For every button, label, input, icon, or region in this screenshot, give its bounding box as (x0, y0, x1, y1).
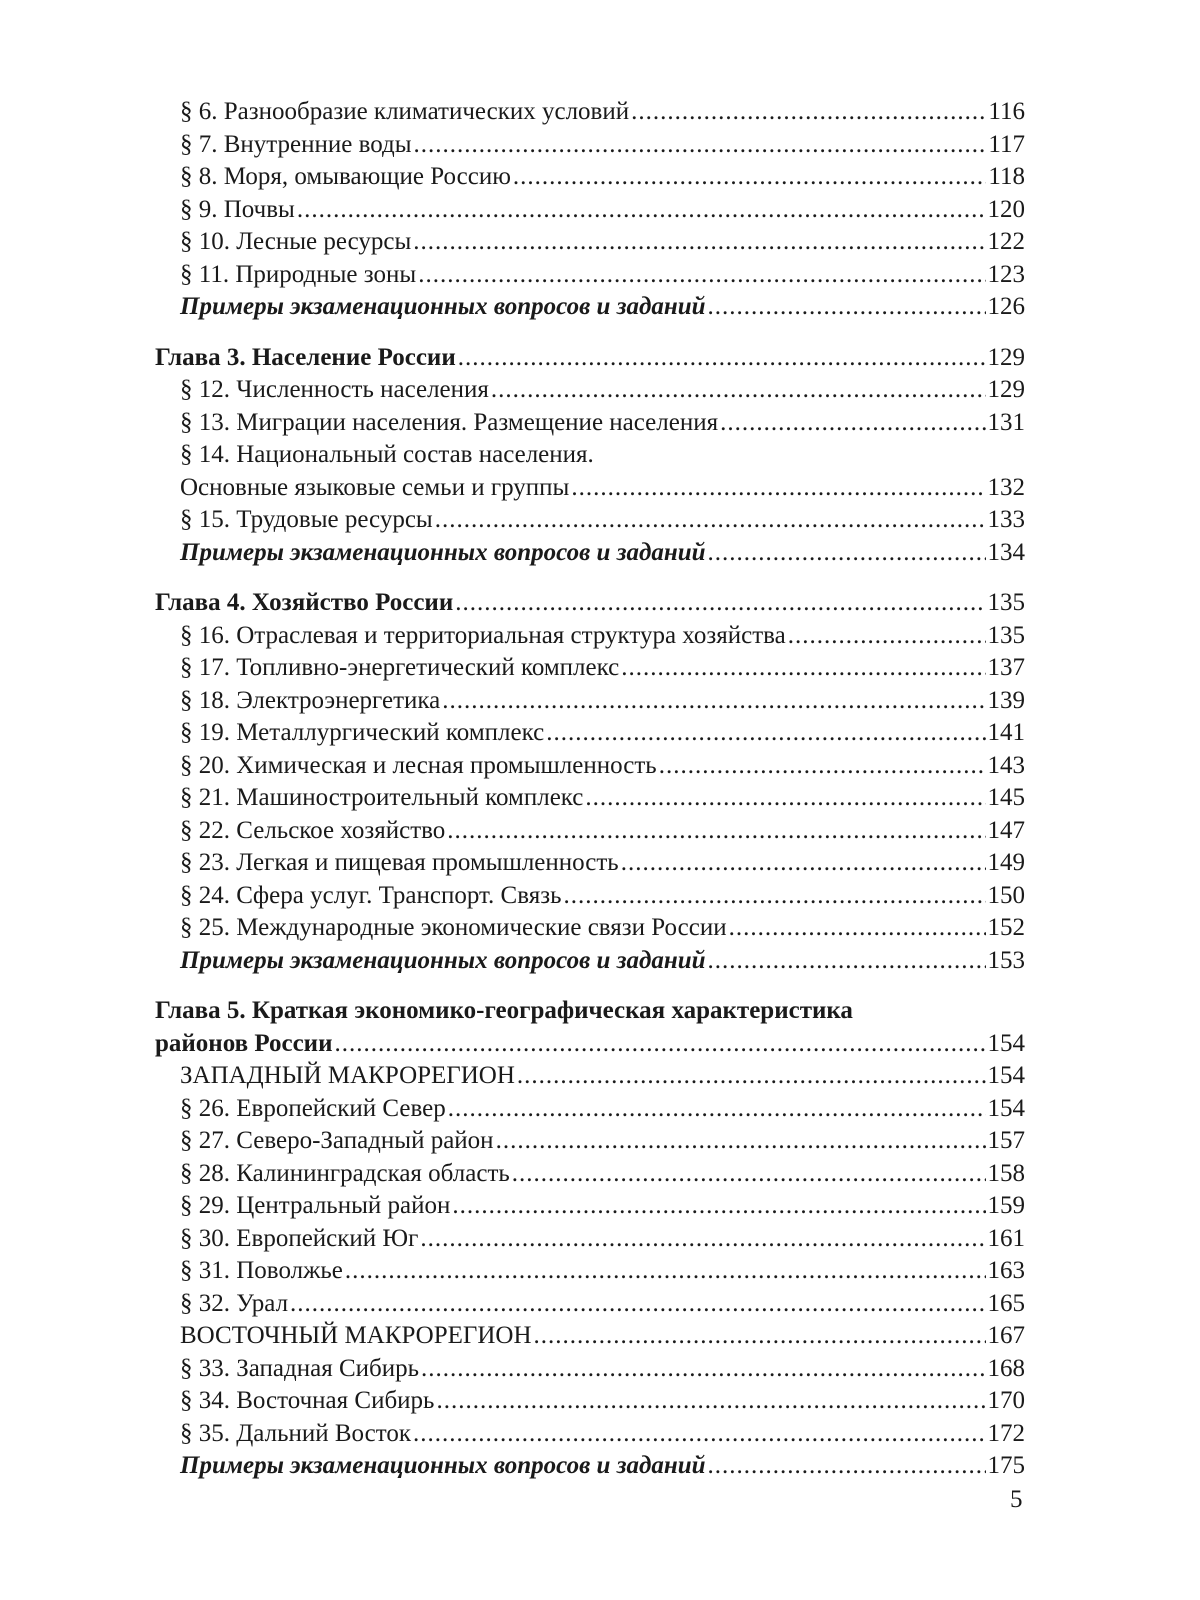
toc-entry-title: § 24. Сфера услуг. Транспорт. Связь (180, 881, 562, 909)
toc-entry (155, 259, 1025, 292)
dot-leader (413, 226, 985, 259)
toc-entry-page: 134 (987, 538, 1025, 566)
toc-entry (155, 1288, 1025, 1321)
toc-entry-title: Примеры экзаменационных вопросов и заданий (180, 538, 706, 566)
dot-leader (512, 1158, 986, 1191)
toc-entry-title: § 32. Урал (180, 1289, 289, 1317)
dot-leader (413, 1418, 985, 1451)
dot-leader (447, 815, 985, 848)
dot-leader (659, 750, 986, 783)
toc-entry (155, 912, 1025, 945)
toc-entry-title: § 12. Численность населения (180, 376, 489, 403)
toc-entry-title: § 9. Почвы (180, 195, 295, 223)
toc-entry-title: § 33. Западная Сибирь (180, 1354, 420, 1382)
toc-entry-title: § 30. Европейский Юг (180, 1224, 419, 1252)
toc-entry (155, 782, 1025, 815)
toc-entry-page: 152 (987, 914, 1025, 941)
toc-entry-page: 158 (987, 1159, 1025, 1187)
toc-entry-title: § 7. Внутренние воды (180, 130, 412, 158)
toc-entry (155, 1060, 1025, 1093)
dot-leader (421, 1353, 985, 1386)
toc-entry-page: 163 (987, 1257, 1025, 1284)
toc-entry-title: ЗАПАДНЫЙ МАКРОРЕГИОН (180, 1062, 515, 1089)
toc-entry-page: 159 (987, 1192, 1025, 1219)
toc-entry-page: 167 (987, 1322, 1025, 1349)
section-gap (155, 977, 1025, 995)
toc-entry-page: 145 (987, 784, 1025, 811)
toc-entry-page: 133 (987, 506, 1025, 533)
toc-entry-page: 120 (987, 195, 1025, 223)
dot-leader (414, 129, 987, 162)
toc-entry-title: § 8. Моря, омывающие Россию (180, 163, 511, 190)
toc-entry (155, 1255, 1025, 1288)
toc-entry-page: 129 (987, 376, 1025, 403)
toc-entry (155, 537, 1025, 570)
dot-leader (563, 880, 985, 913)
toc-entry (155, 374, 1025, 407)
toc-entry-title: районов России (155, 1029, 333, 1057)
toc-entry (155, 1028, 1025, 1061)
toc-entry-page: 168 (987, 1354, 1025, 1382)
toc-entry (155, 291, 1025, 324)
dot-leader (448, 1093, 986, 1126)
toc-entry-page: 157 (987, 1127, 1025, 1154)
toc-entry-title: § 18. Электроэнергетика (180, 686, 441, 714)
toc-entry (155, 1320, 1025, 1353)
toc-entry (155, 439, 1025, 472)
toc-entry-page: 116 (988, 98, 1025, 125)
dot-leader (442, 685, 985, 718)
toc-entry-title: § 22. Сельское хозяйство (180, 816, 446, 844)
dot-leader (621, 847, 986, 880)
dot-leader (513, 161, 987, 194)
toc-entry-title: § 19. Металлургический комплекс (180, 719, 545, 746)
toc-entry-page: 147 (987, 816, 1025, 844)
toc-entry (155, 226, 1025, 259)
toc-entry (155, 1418, 1025, 1451)
dot-leader (708, 945, 986, 978)
toc-entry (155, 945, 1025, 978)
toc-entry (155, 1385, 1025, 1418)
toc-entry-title: § 13. Миграции населения. Размещение населения (180, 408, 719, 436)
dot-leader (345, 1255, 986, 1288)
toc-entry-title: Примеры экзаменационных вопросов и заданий (180, 293, 706, 320)
toc-entry-page: 143 (987, 751, 1025, 779)
toc-entry (155, 1093, 1025, 1126)
toc-entry (155, 1158, 1025, 1191)
table-of-contents (155, 96, 1025, 1483)
dot-leader (458, 342, 986, 375)
toc-entry (155, 1125, 1025, 1158)
toc-entry-title: § 35. Дальний Восток (180, 1419, 412, 1447)
toc-entry (155, 1223, 1025, 1256)
toc-entry (155, 995, 1025, 1028)
toc-entry-page: 165 (987, 1289, 1025, 1317)
dot-leader (708, 537, 986, 570)
toc-entry (155, 750, 1025, 783)
dot-leader (729, 912, 986, 945)
dot-leader (631, 96, 986, 129)
toc-entry (155, 1450, 1025, 1483)
dot-leader (335, 1028, 986, 1061)
toc-entry-title: § 28. Калининградская область (180, 1159, 510, 1187)
toc-entry (155, 717, 1025, 750)
dot-leader (534, 1320, 986, 1353)
toc-entry (155, 880, 1025, 913)
toc-entry-title: § 14. Национальный состав населения. (180, 441, 594, 468)
section-gap (155, 324, 1025, 342)
toc-entry (155, 342, 1025, 375)
toc-entry (155, 129, 1025, 162)
dot-leader (720, 407, 985, 440)
toc-entry-page: 135 (987, 589, 1025, 616)
toc-entry (155, 96, 1025, 129)
toc-entry-title: Основные языковые семьи и группы (180, 473, 570, 501)
toc-entry-title: § 34. Восточная Сибирь (180, 1387, 435, 1414)
toc-entry-title: § 27. Северо-Западный район (180, 1127, 494, 1154)
toc-entry (155, 847, 1025, 880)
toc-entry-page: 122 (987, 228, 1025, 255)
dot-leader (621, 652, 985, 685)
toc-entry-title: § 31. Поволжье (180, 1257, 343, 1284)
page-number: 5 (1010, 1486, 1023, 1513)
toc-entry (155, 815, 1025, 848)
toc-entry-page: 123 (987, 260, 1025, 288)
toc-entry-title: Глава 5. Краткая экономико-географическая характеристика (155, 997, 853, 1024)
toc-entry-page: 137 (987, 654, 1025, 681)
dot-leader (418, 259, 985, 292)
toc-entry-title: § 29. Центральный район (180, 1192, 451, 1219)
dot-leader (436, 1385, 985, 1418)
toc-entry (155, 504, 1025, 537)
toc-entry-title: § 20. Химическая и лесная промышленность (180, 751, 657, 779)
toc-entry-page: 153 (987, 946, 1025, 974)
toc-entry-page: 132 (987, 473, 1025, 501)
toc-entry-title: § 16. Отраслевая и территориальная структура хозяйства (180, 621, 786, 649)
dot-leader (297, 194, 986, 227)
dot-leader (585, 782, 985, 815)
toc-entry (155, 194, 1025, 227)
toc-entry-page: 149 (987, 849, 1025, 876)
toc-entry-page: 135 (987, 621, 1025, 649)
toc-entry-title: § 26. Европейский Север (180, 1094, 446, 1122)
toc-entry-page: 139 (987, 686, 1025, 714)
toc-entry-page: 131 (987, 408, 1025, 436)
dot-leader (546, 717, 985, 750)
toc-entry (155, 472, 1025, 505)
toc-entry-title: Примеры экзаменационных вопросов и заданий (180, 946, 706, 974)
toc-entry-page: 154 (987, 1029, 1025, 1057)
toc-entry (155, 1353, 1025, 1386)
toc-entry-title: § 23. Легкая и пищевая промышленность (180, 849, 619, 876)
toc-entry-page: 141 (987, 719, 1025, 746)
toc-entry-page: 126 (987, 293, 1025, 320)
toc-entry-title: § 17. Топливно-энергетический комплекс (180, 654, 620, 681)
toc-entry-title: § 25. Международные экономические связи России (180, 914, 727, 941)
toc-entry-title: Глава 3. Население России (155, 343, 456, 371)
dot-leader (708, 291, 986, 324)
toc-entry (155, 620, 1025, 653)
dot-leader (517, 1060, 986, 1093)
toc-entry (155, 685, 1025, 718)
toc-entry (155, 587, 1025, 620)
toc-entry-page: 154 (987, 1062, 1025, 1089)
toc-entry-title: Примеры экзаменационных вопросов и заданий (180, 1452, 706, 1479)
dot-leader (708, 1450, 986, 1483)
dot-leader (455, 587, 985, 620)
toc-entry (155, 161, 1025, 194)
toc-entry-title: § 15. Трудовые ресурсы (180, 506, 433, 533)
toc-entry (155, 652, 1025, 685)
dot-leader (788, 620, 986, 653)
dot-leader (435, 504, 986, 537)
toc-entry-page: 154 (987, 1094, 1025, 1122)
dot-leader (452, 1190, 985, 1223)
toc-entry-page: 118 (988, 163, 1025, 190)
toc-entry-title: § 21. Машиностроительный комплекс (180, 784, 584, 811)
dot-leader (496, 1125, 986, 1158)
toc-entry-page: 175 (987, 1452, 1025, 1479)
dot-leader (571, 472, 985, 505)
toc-entry-page: 117 (988, 130, 1025, 158)
toc-entry (155, 407, 1025, 440)
section-gap (155, 569, 1025, 587)
toc-entry-title: § 10. Лесные ресурсы (180, 228, 412, 255)
toc-entry-page: 161 (987, 1224, 1025, 1252)
toc-entry-title: Глава 4. Хозяйство России (155, 589, 454, 616)
toc-entry-title: § 11. Природные зоны (180, 260, 417, 288)
toc-entry-page: 150 (987, 881, 1025, 909)
dot-leader (491, 374, 986, 407)
toc-entry-page: 170 (987, 1387, 1025, 1414)
toc-entry-title: § 6. Разнообразие климатических условий (180, 98, 630, 125)
toc-entry-page: 129 (987, 343, 1025, 371)
toc-entry-title: ВОСТОЧНЫЙ МАКРОРЕГИОН (180, 1322, 532, 1349)
toc-entry (155, 1190, 1025, 1223)
dot-leader (290, 1288, 985, 1321)
dot-leader (420, 1223, 985, 1256)
toc-entry-page: 172 (987, 1419, 1025, 1447)
